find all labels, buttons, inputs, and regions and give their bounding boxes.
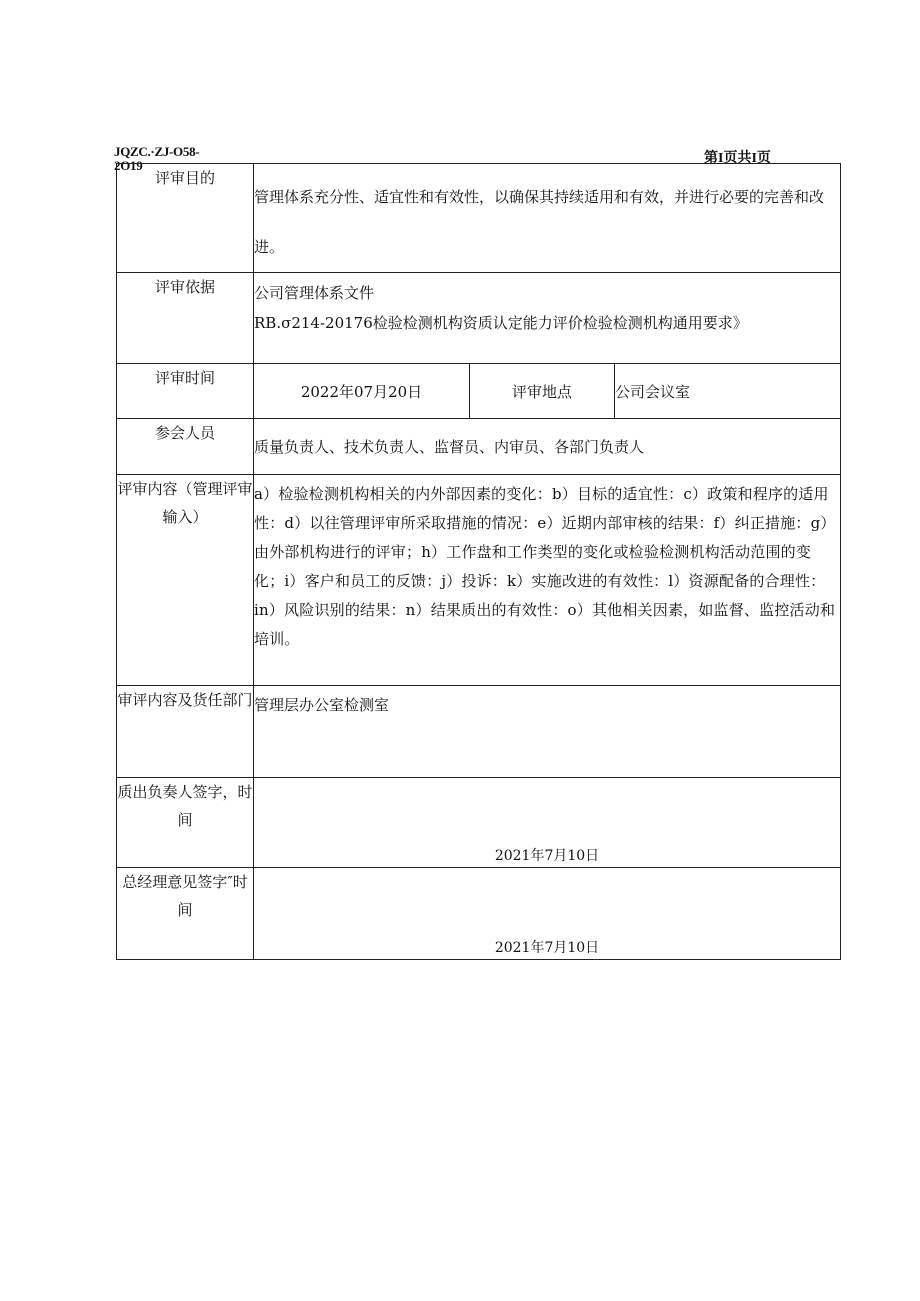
quality-sign-label: 质出负奏人签字，时间 xyxy=(117,778,254,868)
basis-value xyxy=(254,273,841,364)
row-purpose xyxy=(117,164,841,273)
purpose-label: 评审目的 xyxy=(117,164,254,273)
quality-sign-date: 2021年7月10日 xyxy=(494,848,600,864)
place-value: 公司会议室 xyxy=(615,364,841,419)
dept-value xyxy=(254,686,841,778)
row-gm-sign xyxy=(117,868,841,960)
row-quality-sign xyxy=(117,778,841,868)
dept-label: 审评内容及货任部门 xyxy=(117,686,254,778)
dept-text: 管理层办公室检测室 xyxy=(254,696,390,714)
row-time xyxy=(117,364,841,419)
basis-line1: 公司管理体系文件 xyxy=(254,284,375,302)
row-attendees xyxy=(117,419,841,475)
time-label: 评审时间 xyxy=(117,364,254,419)
page-indicator: 第I页共I页 xyxy=(704,151,771,166)
content-value xyxy=(254,475,841,686)
place-label: 评审地点 xyxy=(470,364,615,419)
gm-sign-value xyxy=(254,868,841,960)
row-dept xyxy=(117,686,841,778)
attendees-label: 参会人员 xyxy=(117,419,254,475)
time-value: 2022年07月20日 xyxy=(254,364,470,419)
purpose-text: 管理体系充分性、适宜性和有效性，以确保其持续适用和有效，并进行必要的完善和改进。 xyxy=(254,188,825,256)
content-label: 评审内容（管理评审输入） xyxy=(117,475,254,686)
attendees-value: 质量负责人、技术负责人、监督员、内审员、各部门负责人 xyxy=(254,419,841,475)
row-content xyxy=(117,475,841,686)
gm-sign-date: 2021年7月10日 xyxy=(494,940,600,956)
row-basis xyxy=(117,273,841,364)
content-text: a）检验检测机构相关的内外部因素的变化：b）目标的适宜性：c）政策和程序的适用性：d）以往管理评审所采取措施的情况：e）近期内部审核的结果：f）纠正措施：g）由外部机构进行的评审；h）工作盘和工作类型的变化或检验检测机构活动范围的变化；i）客户和员工的反馈：j）投诉：k）实施改进的有效性：l）资源配备的合理性：in）风险识别的结果：n）结果质出的有效性：o）其他相关因素，如监督、监控活动和培训。 xyxy=(254,485,836,648)
quality-sign-value xyxy=(254,778,841,868)
gm-sign-label: 总经理意见签字″时间 xyxy=(117,868,254,960)
document-code-line1: JQZC.·ZJ-O58- xyxy=(114,144,200,159)
document-code-line2: 2O19 xyxy=(114,158,143,173)
basis-line2: RB.σ214-20176检验检测机构资质认定能力评价检验检测机构通用要求》 xyxy=(254,314,748,332)
review-form-table xyxy=(116,163,841,960)
purpose-value xyxy=(254,164,841,273)
basis-label: 评审依据 xyxy=(117,273,254,364)
